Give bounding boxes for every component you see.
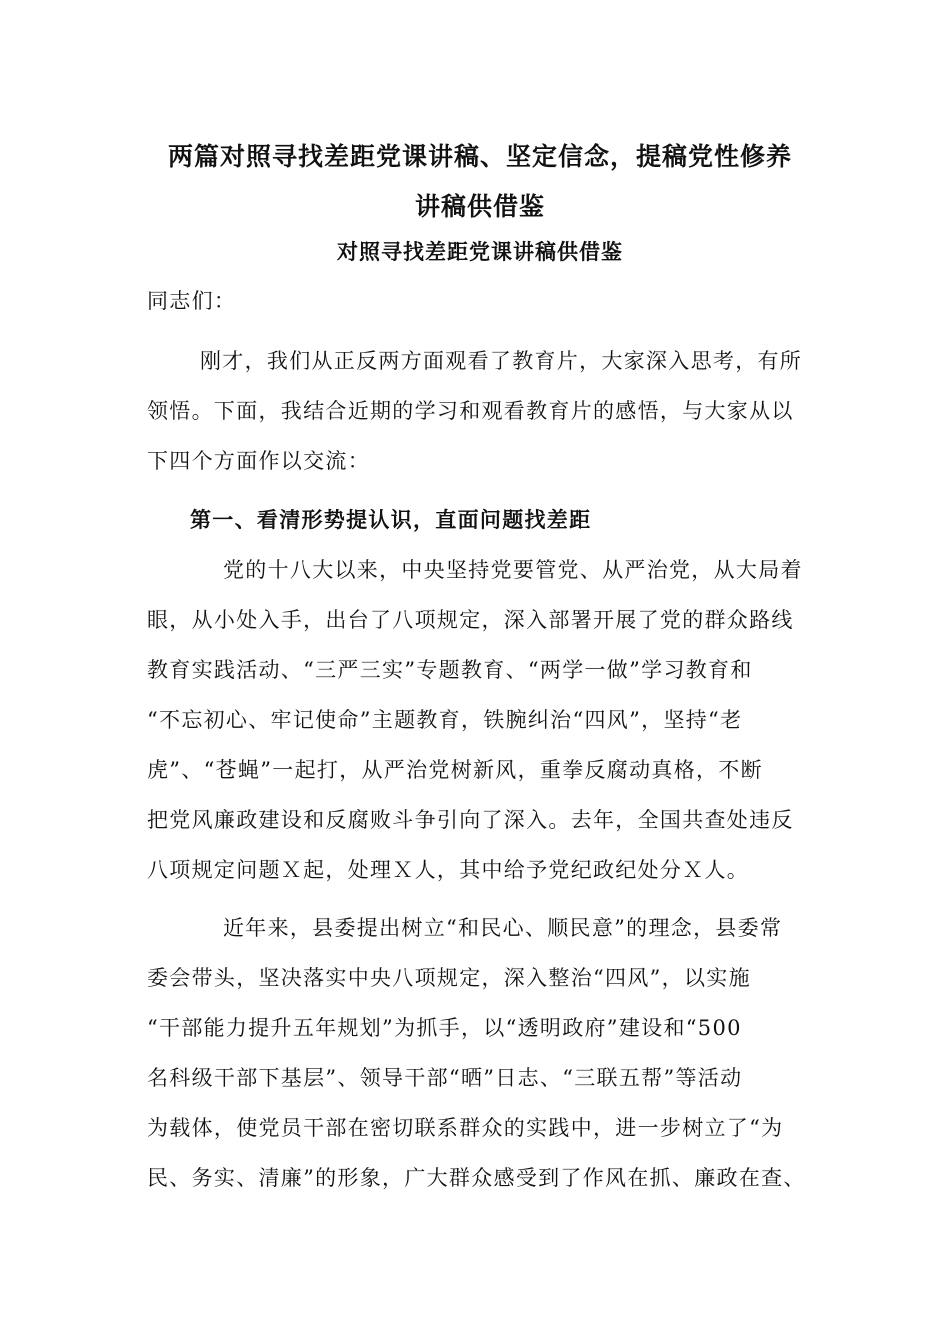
title-line-2: 讲稿供借鉴: [414, 192, 545, 221]
title-line-1: 两篇对照寻找差距党课讲稿、坚定信念，提稿党性修养: [167, 142, 792, 171]
paragraph-line: 下四个方面作以交流：: [147, 449, 370, 473]
document-subtitle: 对照寻找差距党课讲稿供借鉴: [337, 239, 623, 264]
paragraph-line: 近年来，县委提出树立“和民心、顺民意”的理念，县委常: [223, 916, 783, 940]
paragraph-line: 眼，从小处入手，出台了八项规定，深入部署开展了党的群众路线: [147, 608, 794, 632]
salutation: 同志们：: [147, 289, 237, 313]
paragraph-line: 名科级干部下基层”、领导干部“晒”日志、“三联五帮”等活动: [147, 1066, 743, 1090]
paragraph-line: 刚才，我们从正反两方面观看了教育片，大家深入思考，有所: [200, 349, 803, 373]
paragraph-line: 委会带头，坚决落实中央八项规定，深入整治“四风”，以实施: [147, 966, 751, 990]
paragraph-line: 党的十八大以来，中央坚持党要管党、从严治党，从大局着: [223, 558, 803, 582]
paragraph-line: 虎”、“苍蝇”一起打，从严治党树新风，重拳反腐动真格，不断: [147, 758, 763, 782]
paragraph-line: 教育实践活动、“三严三实”专题教育、“两学一做”学习教育和: [147, 658, 753, 682]
paragraph-line: 为载体，使党员干部在密切联系群众的实践中，进一步树立了“为: [147, 1116, 784, 1140]
paragraph-line: “干部能力提升五年规划”为抓手，以“透明政府”建设和“500: [147, 1016, 742, 1040]
paragraph-line: 民、务实、清廉”的形象，广大群众感受到了作风在抓、廉政在查、: [147, 1166, 806, 1190]
section-heading-1: 第一、看清形势提认识，直面问题找差距: [190, 507, 592, 532]
paragraph-line: “不忘初心、牢记使命”主题教育，铁腕纠治“四风”，坚持“老: [147, 708, 743, 732]
document-title: [150, 132, 810, 232]
paragraph-line: 领悟。下面，我结合近期的学习和观看教育片的感悟，与大家从以: [147, 399, 794, 423]
paragraph-line: 把党风廉政建设和反腐败斗争引向了深入。去年，全国共查处违反: [147, 808, 794, 832]
paragraph-line: 八项规定问题Ｘ起，处理Ｘ人，其中给予党纪政纪处分Ｘ人。: [147, 858, 750, 882]
